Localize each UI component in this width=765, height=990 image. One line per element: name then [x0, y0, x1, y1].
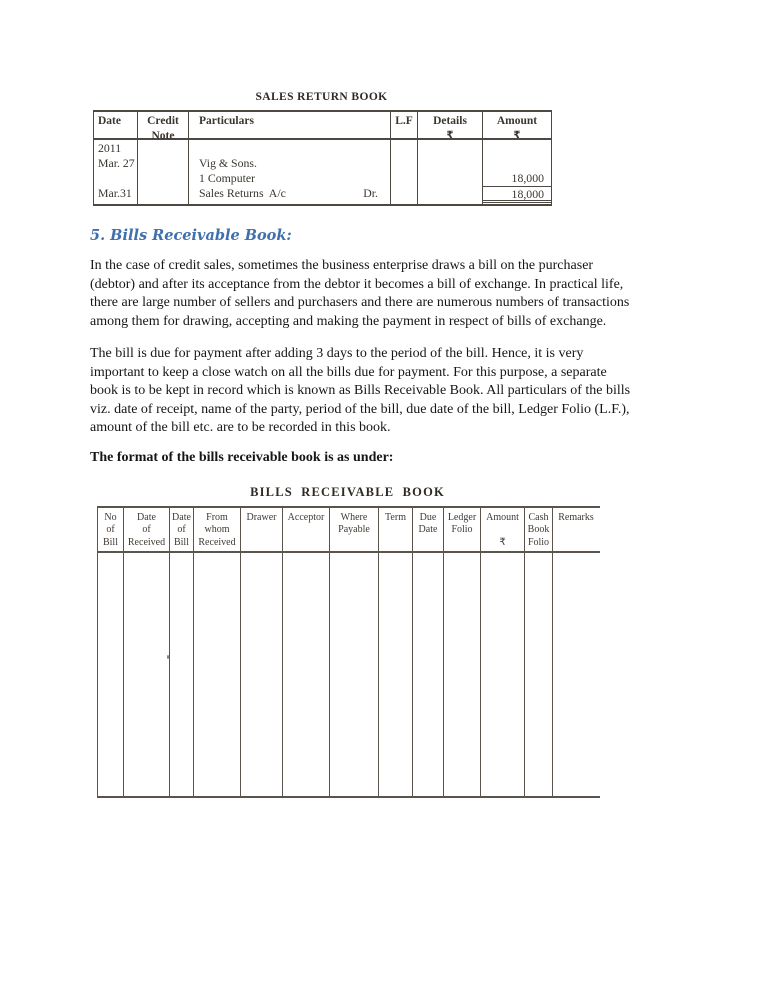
srb-account-name: Sales Returns A/c [199, 186, 286, 200]
srb-col-amount: Amount ₹ [496, 115, 538, 141]
paragraph-1-line: (debtor) and after its acceptance from the debtor it becomes a bill of exchange. In practical life, [90, 276, 624, 292]
srb-amount-1: 18,000 [483, 171, 551, 187]
brb-header-row [98, 508, 600, 553]
brb-cell-remarks [553, 553, 599, 796]
brb-col-remarks: Remarks [558, 512, 594, 523]
brb-col-date-received: Date of Received [124, 508, 170, 551]
scan-speck [167, 655, 169, 659]
srb-cell-date: 2011 Mar. 27 Mar.31 [94, 140, 138, 204]
srb-account-line [199, 186, 390, 201]
paragraph-2 [90, 345, 630, 438]
srb-col-particulars: Particulars [189, 112, 391, 145]
brb-cell-acceptor [283, 553, 330, 796]
paragraph-2-line: book is to be kept in record which is known as Bills Receivable Book. All particulars of the bills [90, 383, 631, 399]
format-statement: The format of the bills receivable book is as under: [90, 450, 394, 465]
brb-cell-term [379, 553, 413, 796]
brb-col-term: Term [379, 508, 413, 551]
brb-cell-where-payable [330, 553, 379, 796]
srb-col-date: Date [94, 112, 138, 145]
sales-return-book-header-row [94, 112, 551, 140]
brb-col-from-whom-received: From whom Received [194, 508, 241, 551]
brb-col-where-payable: Where Payable [330, 508, 379, 551]
sales-return-book-body-row [94, 140, 551, 204]
brb-body-row [98, 553, 600, 796]
srb-dr-label: Dr. [363, 186, 378, 200]
paragraph-1-line: among them for drawing, accepting and making the payment in respect of bills of exchange. [90, 313, 607, 329]
brb-col-date-of-bill: Date of Bill [170, 508, 194, 551]
srb-cell-lf [391, 140, 418, 204]
brb-col-amount: Amount ₹ [481, 508, 525, 551]
paragraph-2-line: important to keep a close watch on all the bills due for payment. For this purpose, a separate [90, 364, 607, 380]
brb-cell-ledger-folio [444, 553, 481, 796]
srb-amount-2: 18,000 [483, 187, 551, 203]
brb-cell-no-of-bill [98, 553, 124, 796]
srb-cell-details [418, 140, 483, 204]
brb-cell-due-date [413, 553, 444, 796]
brb-cell-cash-book-folio [525, 553, 553, 796]
paragraph-1 [90, 257, 629, 331]
bills-receivable-book-table [97, 506, 600, 798]
srb-cell-particulars: Vig & Sons. 1 Computer Sales Returns A/c Dr. [189, 140, 391, 204]
paragraph-1-line: there are large number of sellers and purchasers and there are numerous numbers of transactions [90, 295, 630, 311]
paragraph-2-line: viz. date of receipt, name of the party, period of the bill, due date of the bill, Ledger Folio (L.F.), [90, 401, 630, 417]
paragraph-2-line: The bill is due for payment after adding 3 days to the period of the bill. Hence, it is very [90, 346, 584, 361]
brb-col-ledger-folio: Ledger Folio [444, 508, 481, 551]
brb-cell-amount [481, 553, 525, 796]
brb-cell-drawer [241, 553, 283, 796]
srb-col-details: Details ₹ [418, 112, 483, 145]
bills-receivable-book-title: BILLS RECEIVABLE BOOK [250, 485, 445, 499]
brb-cell-from-whom-received [194, 553, 241, 796]
srb-cell-amount [483, 140, 551, 204]
srb-col-credit-note: Credit Note [138, 112, 189, 145]
brb-cell-date-of-bill [170, 553, 194, 796]
srb-cell-credit-note [138, 140, 189, 204]
brb-col-acceptor: Acceptor [283, 508, 330, 551]
brb-cell-date-received [124, 553, 170, 796]
section-heading: 5. Bills Receivable Book: [90, 227, 292, 244]
brb-col-drawer: Drawer [241, 508, 283, 551]
brb-col-no-of-bill: No of Bill [98, 508, 124, 551]
paragraph-2-line: amount of the bill etc. are to be recorded in this book. [90, 420, 391, 436]
brb-col-cash-book-folio: Cash Book Folio [525, 508, 553, 551]
sales-return-book-table [93, 110, 552, 206]
srb-col-lf: L.F [391, 112, 418, 145]
sales-return-book-title: SALES RETURN BOOK [255, 91, 388, 103]
brb-col-due-date: Due Date [413, 508, 444, 551]
paragraph-1-line: In the case of credit sales, sometimes the business enterprise draws a bill on the purchaser [90, 258, 594, 273]
